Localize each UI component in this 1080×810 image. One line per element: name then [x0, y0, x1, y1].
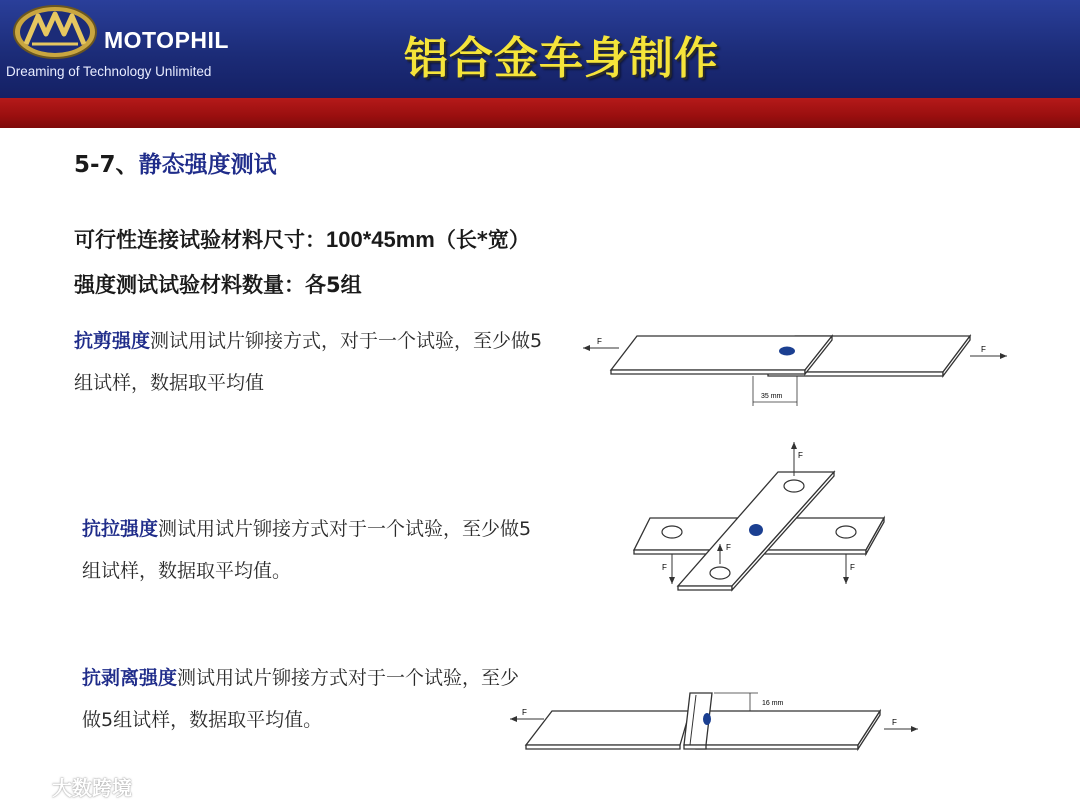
shear-test-diagram	[575, 322, 1015, 412]
tensile-test-desc: 测试用试片铆接方式对于一个试验，至少做5组试样，数据取平均值。	[82, 518, 532, 582]
watermark	[8, 772, 132, 801]
spec-dimensions-unit: （长*宽）	[434, 228, 530, 252]
peel-dimension-label: 16 mm	[762, 700, 784, 707]
section-title: 静态强度测试	[138, 152, 277, 178]
watermark-logo-icon	[8, 779, 48, 801]
tensile-test-keyword: 抗拉强度	[82, 518, 159, 540]
brand-name: MOTOPHIL	[104, 27, 229, 53]
watermark-text: 大数跨境	[52, 776, 132, 800]
shear-force-label-right: F	[981, 345, 986, 354]
shear-dimension-label: 35 mm	[761, 393, 783, 400]
motophil-logo	[12, 4, 98, 60]
spec-dimensions-label: 可行性连接试验材料尺寸：	[74, 228, 326, 252]
tensile-force-label-center: F	[726, 543, 731, 552]
tensile-rivet-mark	[749, 524, 763, 536]
spec-dimensions-value: 100*45mm	[326, 227, 435, 252]
brand-tagline: Dreaming of Technology Unlimited	[6, 64, 212, 79]
slide-header	[0, 0, 1080, 98]
peel-test-text	[82, 657, 522, 741]
section-number: 5-7、	[74, 152, 139, 178]
peel-test-keyword: 抗剥离强度	[82, 667, 178, 689]
peel-force-label-left: F	[522, 708, 527, 717]
shear-test-desc: 测试用试片铆接方式，对于一个试验，至少做5组试样，数据取平均值	[74, 330, 543, 394]
slide-title: 铝合金车身制作	[404, 33, 719, 84]
shear-test-keyword: 抗剪强度	[74, 330, 151, 352]
shear-rivet-mark	[779, 347, 795, 356]
peel-force-label-right: F	[892, 718, 897, 727]
shear-test-text	[74, 320, 544, 404]
tensile-force-label-right: F	[850, 563, 855, 572]
tensile-test-diagram	[628, 438, 890, 598]
tensile-test-text	[82, 508, 542, 592]
header-divider-bar	[0, 98, 1080, 128]
tensile-force-label-left: F	[662, 563, 667, 572]
tensile-force-label-top: F	[798, 451, 803, 460]
shear-force-label-left: F	[597, 337, 602, 346]
peel-rivet-mark	[703, 713, 711, 725]
spec-quantity: 强度测试试验材料数量：各5组	[74, 273, 362, 297]
peel-test-diagram	[500, 685, 925, 755]
section-heading	[74, 146, 277, 179]
peel-test-desc: 测试用试片铆接方式对于一个试验，至少做5组试样，数据取平均值。	[82, 667, 520, 731]
spec-dimensions	[74, 224, 530, 254]
